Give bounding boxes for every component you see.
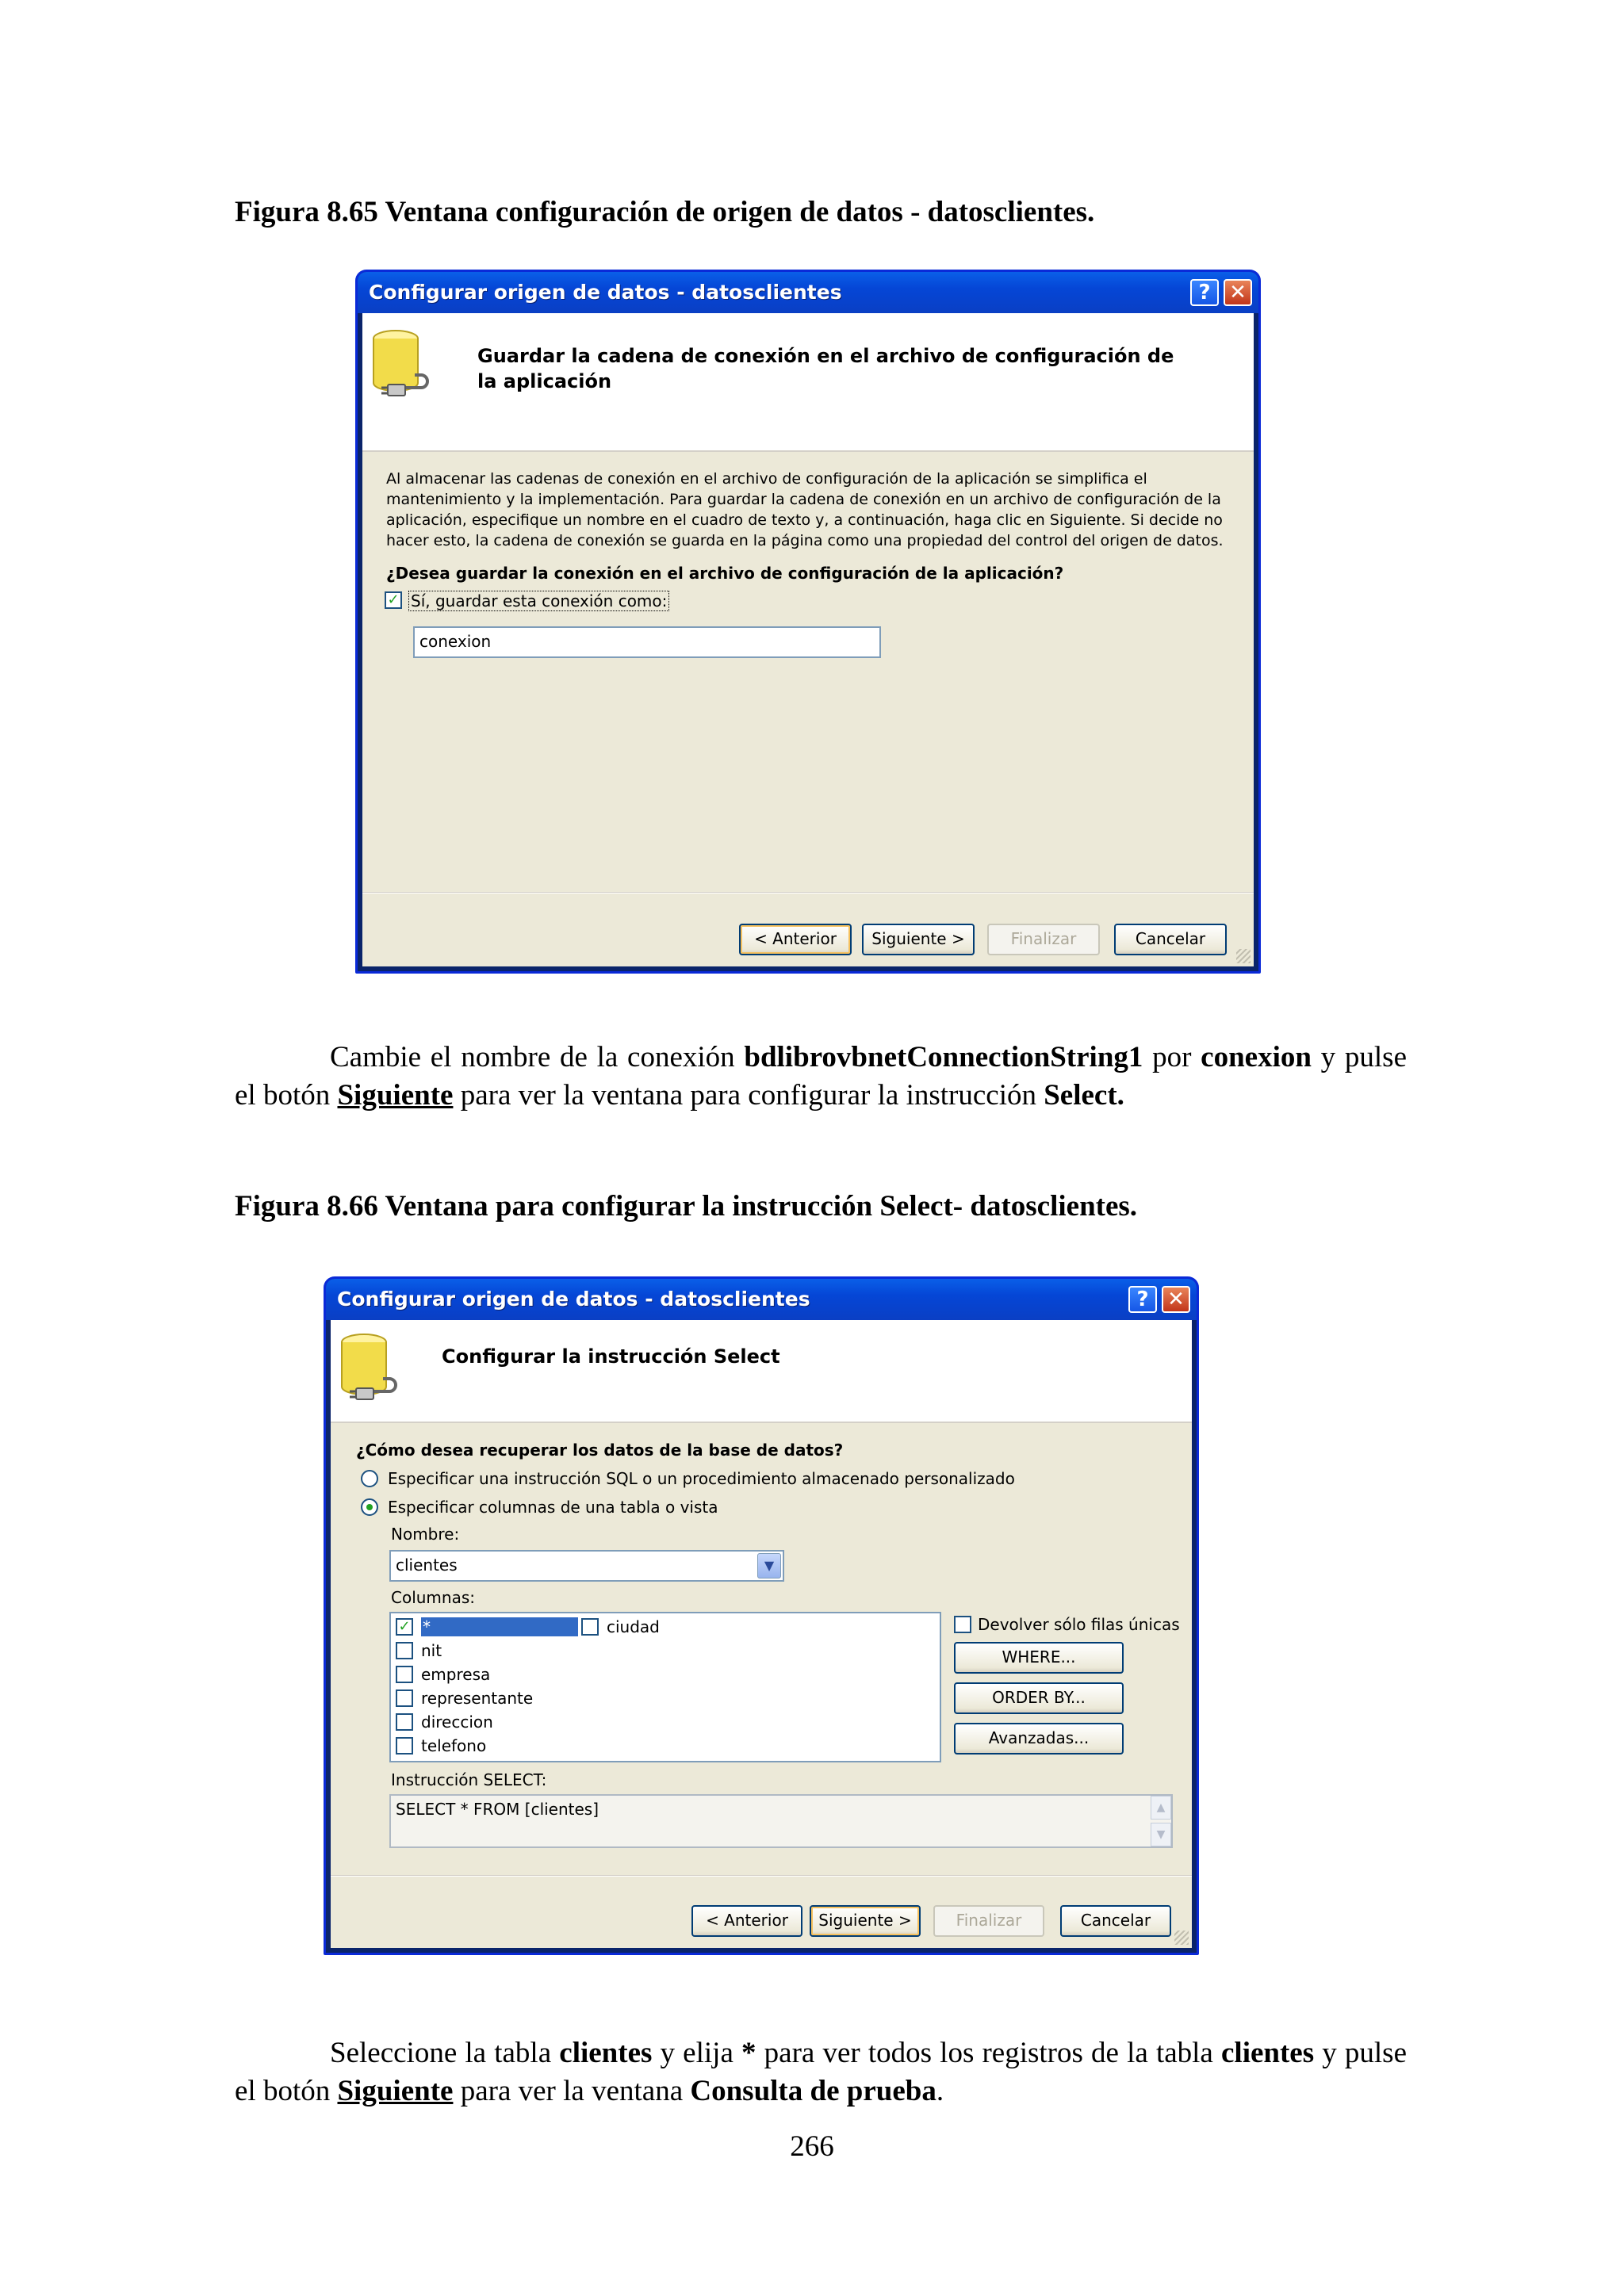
advanced-button[interactable]: Avanzadas... bbox=[954, 1723, 1124, 1755]
next-button[interactable]: Siguiente > bbox=[862, 924, 975, 955]
scroll-down-icon[interactable]: ▼ bbox=[1151, 1823, 1171, 1846]
option-sql-label[interactable]: Especificar una instrucción SQL o un procedimiento almacenado personalizado bbox=[388, 1469, 1015, 1488]
columns-label: Columnas: bbox=[391, 1588, 476, 1607]
wizard-header bbox=[362, 313, 1254, 452]
dialog-client-area bbox=[362, 313, 1254, 966]
wizard-header-title: Configurar la instrucción Select bbox=[442, 1345, 780, 1368]
siguiente-reference: Siguiente bbox=[337, 2075, 454, 2107]
figure-caption-8-65: Figura 8.65 Ventana configuración de origen de datos - datosclientes. bbox=[235, 196, 1095, 228]
select-statement-text: SELECT * FROM [clientes] bbox=[396, 1800, 599, 1819]
option-columns-label[interactable]: Especificar columnas de una tabla o vista bbox=[388, 1498, 718, 1517]
wizard-header bbox=[331, 1320, 1192, 1423]
connection-new-name: conexion bbox=[1201, 1041, 1312, 1073]
column-checkbox[interactable] bbox=[396, 1737, 413, 1755]
finish-button: Finalizar bbox=[987, 924, 1100, 955]
dialog-titlebar[interactable] bbox=[326, 1279, 1197, 1320]
orderby-button[interactable]: ORDER BY... bbox=[954, 1682, 1124, 1714]
instruction-paragraph-2: Seleccione la tabla clientes y elija * para ver todos los registros de la tabla clientes y pulse el botón Siguiente para ver la ventana Consulta de prueba. bbox=[235, 2037, 1408, 2107]
close-button[interactable]: ✕ bbox=[1224, 279, 1252, 306]
footer-separator bbox=[362, 892, 1254, 894]
wizard-header-title: Guardar la cadena de conexión en el archivo de configuración de la aplicación bbox=[477, 345, 1174, 392]
cancel-button[interactable]: Cancelar bbox=[1060, 1905, 1171, 1937]
columns-listbox[interactable] bbox=[389, 1612, 941, 1762]
option-columns-radio[interactable] bbox=[361, 1498, 378, 1516]
select-reference: Select. bbox=[1044, 1079, 1124, 1112]
dialog-titlebar[interactable] bbox=[358, 272, 1258, 313]
scroll-up-icon[interactable]: ▲ bbox=[1151, 1796, 1171, 1820]
configure-select-dialog bbox=[324, 1276, 1199, 1955]
column-item-star[interactable] bbox=[396, 1618, 578, 1637]
previous-button[interactable]: < Anterior bbox=[691, 1905, 802, 1937]
resize-grip-icon[interactable] bbox=[1236, 949, 1251, 963]
save-connection-checkbox[interactable]: ✓ bbox=[385, 591, 402, 609]
column-checkbox[interactable] bbox=[396, 1666, 413, 1683]
star-reference: * bbox=[741, 2037, 756, 2069]
select-statement-label: Instrucción SELECT: bbox=[391, 1770, 547, 1789]
test-query-reference: Consulta de prueba bbox=[690, 2075, 936, 2107]
option-sql-radio[interactable] bbox=[361, 1470, 378, 1487]
save-question-label: ¿Desea guardar la conexión en el archivo de configuración de la aplicación? bbox=[386, 564, 1064, 583]
select-statement-box[interactable] bbox=[389, 1794, 1173, 1848]
footer-separator bbox=[331, 1875, 1192, 1877]
column-checkbox[interactable] bbox=[396, 1713, 413, 1731]
column-name: empresa bbox=[421, 1665, 491, 1684]
column-name: nit bbox=[421, 1641, 442, 1660]
next-button[interactable]: Siguiente > bbox=[810, 1905, 921, 1937]
siguiente-reference: Siguiente bbox=[337, 1079, 454, 1112]
column-name: ciudad bbox=[607, 1617, 660, 1636]
finish-button: Finalizar bbox=[933, 1905, 1044, 1937]
instruction-paragraph-1: Cambie el nombre de la conexión bdlibrovbnetConnectionString1 por conexion y pulse el botón Siguiente para ver la ventana para configurar la instrucción Select. bbox=[235, 1041, 1407, 1112]
dialog-client-area bbox=[331, 1320, 1192, 1948]
database-connection-icon bbox=[370, 327, 434, 407]
chevron-down-icon[interactable]: ▼ bbox=[757, 1553, 781, 1578]
table-reference: clientes bbox=[559, 2037, 653, 2069]
page-number: 266 bbox=[790, 2130, 834, 2163]
table-reference: clientes bbox=[1221, 2037, 1315, 2069]
para1-text: Cambie el nombre de la conexión bbox=[330, 1041, 745, 1073]
retrieve-question-label: ¿Cómo desea recuperar los datos de la base de datos? bbox=[356, 1441, 844, 1460]
database-connection-icon bbox=[339, 1331, 402, 1410]
connection-name-input[interactable]: conexion bbox=[413, 626, 881, 658]
dialog-title: Configurar origen de datos - datosclientes bbox=[369, 281, 842, 304]
table-name-select[interactable] bbox=[389, 1550, 784, 1582]
distinct-rows-checkbox[interactable] bbox=[954, 1616, 971, 1633]
save-connection-dialog bbox=[355, 270, 1261, 974]
close-button[interactable]: ✕ bbox=[1162, 1286, 1190, 1313]
column-name: * bbox=[421, 1617, 578, 1636]
save-connection-checkbox-label[interactable]: Sí, guardar esta conexión como: bbox=[408, 591, 669, 611]
previous-button[interactable]: < Anterior bbox=[739, 924, 852, 955]
table-name-value: clientes bbox=[396, 1556, 458, 1575]
figure-caption-8-66: Figura 8.66 Ventana para configurar la instrucción Select- datosclientes. bbox=[235, 1190, 1138, 1223]
column-name: direccion bbox=[421, 1712, 493, 1732]
resize-grip-icon[interactable] bbox=[1174, 1931, 1189, 1945]
help-button[interactable]: ? bbox=[1128, 1286, 1157, 1313]
column-name: telefono bbox=[421, 1736, 487, 1755]
where-button[interactable]: WHERE... bbox=[954, 1642, 1124, 1674]
distinct-rows-label[interactable]: Devolver sólo filas únicas bbox=[978, 1615, 1180, 1634]
column-checkbox[interactable]: ✓ bbox=[396, 1618, 413, 1636]
column-name: representante bbox=[421, 1689, 534, 1708]
help-button[interactable]: ? bbox=[1190, 279, 1219, 306]
dialog-title: Configurar origen de datos - datosclientes bbox=[337, 1288, 810, 1311]
name-label: Nombre: bbox=[391, 1525, 460, 1544]
column-checkbox[interactable] bbox=[396, 1689, 413, 1707]
description-text: Al almacenar las cadenas de conexión en el archivo de configuración de la aplicación se simplifica el mantenimiento y la implementación. Para guardar la cadena de conexión en un archivo de configuración de la aplicación, especifique un nombre en el cuadro de texto y, a continuación, haga clic en Siguiente. Si decide no hacer esto, la cadena de conexión se guarda en la página como una propiedad del control del origen de datos. bbox=[386, 470, 1224, 549]
column-checkbox[interactable] bbox=[581, 1618, 599, 1636]
connection-string-name: bdlibrovbnetConnectionString1 bbox=[744, 1041, 1143, 1073]
column-checkbox[interactable] bbox=[396, 1642, 413, 1659]
cancel-button[interactable]: Cancelar bbox=[1114, 924, 1227, 955]
